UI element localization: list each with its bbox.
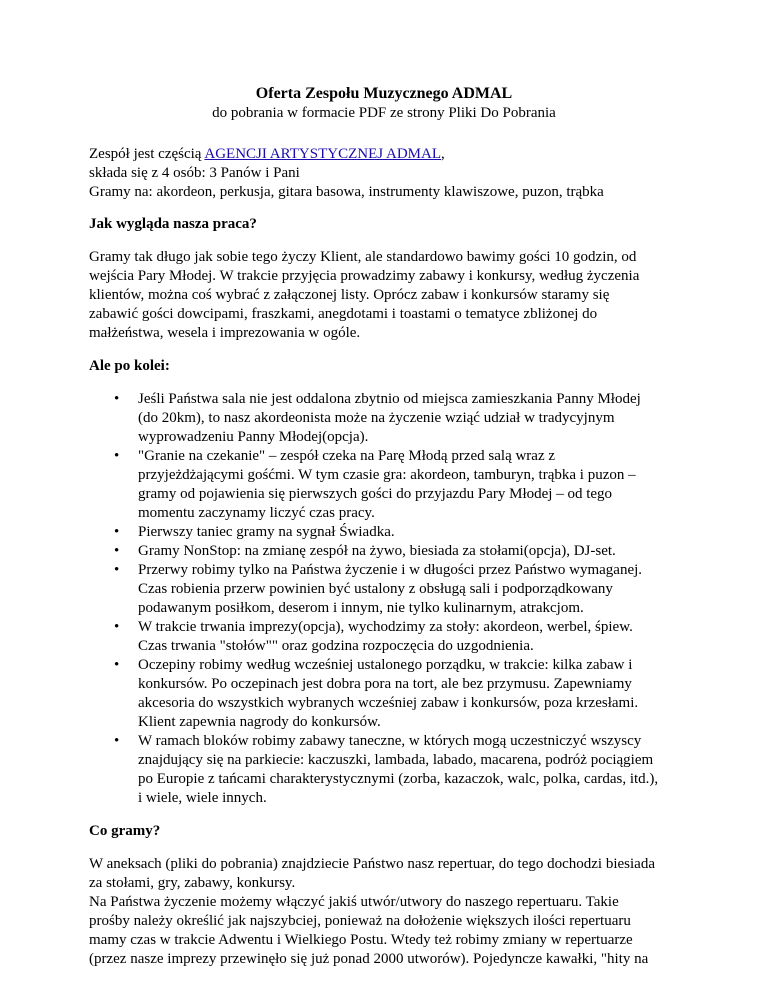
paragraph-line: wejścia Pary Młodej. W trakcie przyjęcia prowadzimy zabawy i konkursy, według życzenia (89, 268, 640, 284)
list-item (89, 523, 689, 542)
list-item-line: konkursów. Po oczepinach jest dobra pora na tort, ale bez przymusu. Zapewniamy (138, 676, 632, 692)
list-item-line: Jeśli Państwa sala nie jest oddalona zbytnio od miejsca zamieszkania Panny Młodej (138, 391, 641, 407)
list-item-line: po Europie z tańcami charakterystycznymi (zorba, kazaczok, walc, polka, cardas, itd.), (138, 771, 659, 787)
list-item-line: Czas robienia przerw powinien być ustalony z obsługą sali i podporządkowany (138, 581, 613, 597)
list-item-line: i wiele, wiele innych. (138, 790, 267, 806)
bullet-icon: • (114, 524, 120, 540)
intro-paragraph (89, 145, 689, 202)
agency-link[interactable]: AGENCJI ARTYSTYCZNEJ ADMAL (204, 146, 441, 162)
paragraph-line: prośby należy określić jak najszybciej, ponieważ na dołożenie większych ilości repertuaru (89, 913, 631, 929)
paragraph-line: zabawić gości dowcipami, fraszkami, anegdotami i toastami o tematyce zbliżonej do (89, 306, 598, 322)
document-subtitle: do pobrania w formacie PDF ze strony Pliki Do Pobrania (212, 105, 556, 121)
list-item-line: gramy od pojawienia się pierwszych gości do przyjazdu Pary Młodej – od tego (138, 486, 613, 502)
list-item-line: wyprowadzeniu Panny Młodej(opcja). (138, 429, 369, 445)
list-item-line: (do 20km), to nasz akordeonista może na życzenie wziąć udział w tradycyjnym (138, 410, 615, 426)
list-item-line: akcesoria do wszystkich wybranych wcześniej zabaw i konkursów, poza krzesłami. (138, 695, 639, 711)
intro-line-3: Gramy na: akordeon, perkusja, gitara basowa, instrumenty klawiszowe, puzon, trąbka (89, 184, 604, 200)
document-body (89, 145, 689, 969)
document-title: Oferta Zespołu Muzycznego ADMAL (255, 85, 513, 102)
repertoire-paragraph (89, 855, 689, 969)
intro-line-2: składa się z 4 osób: 3 Panów i Pani (89, 165, 300, 181)
list-item (89, 390, 689, 447)
bullet-icon: • (114, 448, 120, 464)
paragraph-line: W aneksach (pliki do pobrania) znajdziecie Państwo nasz repertuar, do tego dochodzi biesiada (89, 856, 655, 872)
list-item-line: W trakcie trwania imprezy(opcja), wychodzimy za stoły: akordeon, werbel, śpiew. (138, 619, 633, 635)
paragraph-line: za stołami, gry, zabawy, konkursy. (89, 875, 296, 891)
list-item-line: Klient zapewnia nagrody do konkursów. (138, 714, 381, 730)
bullet-icon: • (114, 562, 120, 578)
list-item-line: Oczepiny robimy według wcześniej ustalonego porządku, w trakcie: kilka zabaw i (138, 657, 633, 673)
list-item-line: W ramach bloków robimy zabawy taneczne, w których mogą uczestniczyć wszyscy (138, 733, 642, 749)
list-item-line: podawanym posiłkom, deserom i innym, nie tylko kulinarnym, atrakcjom. (138, 600, 584, 616)
list-item-line: Przerwy robimy tylko na Państwa życzenie i w długości przez Państwo wymaganej. (138, 562, 643, 578)
order-list (89, 390, 689, 808)
section-heading-repertoire: Co gramy? (89, 823, 161, 839)
paragraph-line: Gramy tak długo jak sobie tego życzy Klient, ale standardowo bawimy gości 10 godzin, od (89, 249, 637, 265)
section-heading-order: Ale po kolei: (89, 358, 170, 374)
list-item (89, 561, 689, 618)
list-item (89, 447, 689, 523)
list-item (89, 542, 689, 561)
paragraph-line: małżeństwa, wesela i imprezowania w ogóle. (89, 325, 361, 341)
list-item (89, 732, 689, 808)
bullet-icon: • (114, 619, 120, 635)
work-paragraph (89, 248, 689, 343)
paragraph-line: (przez nasze imprezy przewinęło się już ponad 2000 utworów). Pojedyncze kawałki, "hity na (89, 951, 649, 967)
list-item-line: Czas trwania "stołów"" oraz godzina rozpoczęcia do uzgodnienia. (138, 638, 534, 654)
section-heading-work: Jak wygląda nasza praca? (89, 216, 257, 232)
bullet-icon: • (114, 391, 120, 407)
paragraph-line: klientów, można coś wybrać z załączonej listy. Oprócz zabaw i konkursów staramy się (89, 287, 610, 303)
list-item-line: "Granie na czekanie" – zespół czeka na Parę Młodą przed salą wraz z (138, 448, 556, 464)
paragraph-line: mamy czas w trakcie Adwentu i Wielkiego Postu. Wtedy też robimy zmiany w repertuarze (89, 932, 633, 948)
intro-line-1: Zespół jest częścią AGENCJI ARTYSTYCZNEJ ADMAL, (89, 146, 445, 162)
bullet-icon: • (114, 733, 120, 749)
bullet-icon: • (114, 657, 120, 673)
list-item-line: Pierwszy taniec gramy na sygnał Świadka. (138, 524, 395, 540)
list-item-line: przyjeżdżającymi gośćmi. W tym czasie gra: akordeon, tamburyn, trąbka i puzon – (138, 467, 636, 483)
list-item (89, 618, 689, 656)
paragraph-line: Na Państwa życzenie możemy włączyć jakiś utwór/utwory do naszego repertuaru. Takie (89, 894, 619, 910)
list-item-line: Gramy NonStop: na zmianę zespół na żywo, biesiada za stołami(opcja), DJ-set. (138, 543, 616, 559)
list-item (89, 656, 689, 732)
list-item-line: znajdujący się na parkiecie: kaczuszki, lambada, labado, macarena, podróż pociągiem (138, 752, 654, 768)
bullet-icon: • (114, 543, 120, 559)
list-item-line: momentu zaczynamy liczyć czas pracy. (138, 505, 375, 521)
